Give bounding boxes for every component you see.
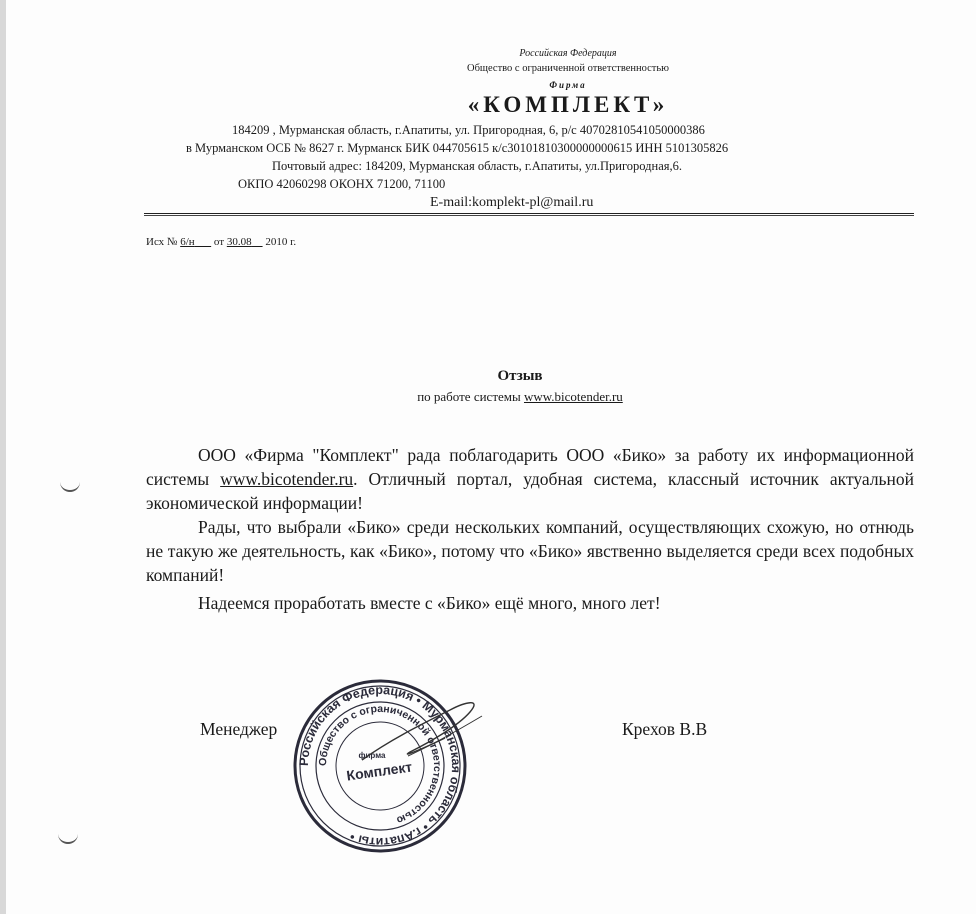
letterhead-postal-address: Почтовый адрес: 184209, Мурманская область, г.Апатиты, ул.Пригородная,6. [272,159,683,173]
signatory-name: Крехов В.В [622,719,708,739]
paragraph-text: Надеемся проработать вместе с «Бико» ещё много, много лет! [198,593,661,613]
signatory-role: Менеджер [200,719,278,739]
outgoing-blank [252,236,263,248]
punch-hole-mark [60,480,80,492]
stamp-outer-text: Российская Федерация • Мурманская область • г.Апатиты • [296,682,464,850]
letterhead-country: Российская Федерация [519,48,617,59]
handwritten-signature [350,690,490,780]
paragraph-link: www.bicotender.ru [220,469,354,489]
letterhead-company-type: Общество с ограниченной ответственностью [466,63,670,74]
letterhead-address-line: 184209 , Мурманская область, г.Апатиты, ул. Пригородная, 6, р/с 40702810541050000386 [232,123,705,137]
letterhead-company-name: «КОМПЛЕКТ» [467,92,669,117]
letter-paragraph [146,443,914,515]
outgoing-from-label: от [213,236,225,248]
outgoing-date: 30.08 [226,236,252,248]
page-edge [0,0,6,914]
stamp-inner-text: Общество с ограниченной ответственностью [316,702,444,827]
letterhead-email: E-mail:komplekt-pl@mail.ru [430,195,594,210]
letter-paragraph [146,591,914,615]
outgoing-number-value: 6/н [180,236,195,248]
letterhead-divider [144,215,914,216]
letterhead-bank-line: в Мурманском ОСБ № 8627 г. Мурманск БИК 044705615 к/с30101810300000000615 ИНН 5101305826 [186,141,729,155]
paragraph-text: Рады, что выбрали «Бико» среди нескольких компаний, осуществляющих схожую, но отнюдь не такую же деятельность, как «Бико», потому что «Бико» явственно выделяется среди всех подобных компаний! [146,517,914,585]
letterhead-codes: ОКПО 42060298 ОКОНХ 71200, 71100 [238,177,446,191]
stamp-center-label: фирма [358,751,386,760]
letter-subtitle [0,389,976,405]
letter-title: Отзыв [497,368,543,384]
paragraph-text: ООО «Фирма "Комплект" рада поблагодарить ООО «Бико» за работу их информационной системы [146,445,914,489]
letter-paragraph [146,515,914,587]
stamp-center-name: Комплект [345,758,414,784]
outgoing-blank [195,236,212,248]
subtitle-link: www.bicotender.ru [523,389,623,404]
punch-hole-mark [58,832,78,844]
outgoing-year: 2010 [265,236,288,248]
outgoing-number [146,236,296,248]
outgoing-prefix: Исх № [146,236,178,248]
letterhead-divider [144,213,914,214]
letterhead-firm-label: Фирма [549,80,587,90]
outgoing-year-suffix: г. [290,236,297,248]
paragraph-text: . Отличный портал, удобная система, классный источник актуальной экономической информации! [146,469,915,513]
subtitle-prefix: по работе системы [417,389,521,404]
